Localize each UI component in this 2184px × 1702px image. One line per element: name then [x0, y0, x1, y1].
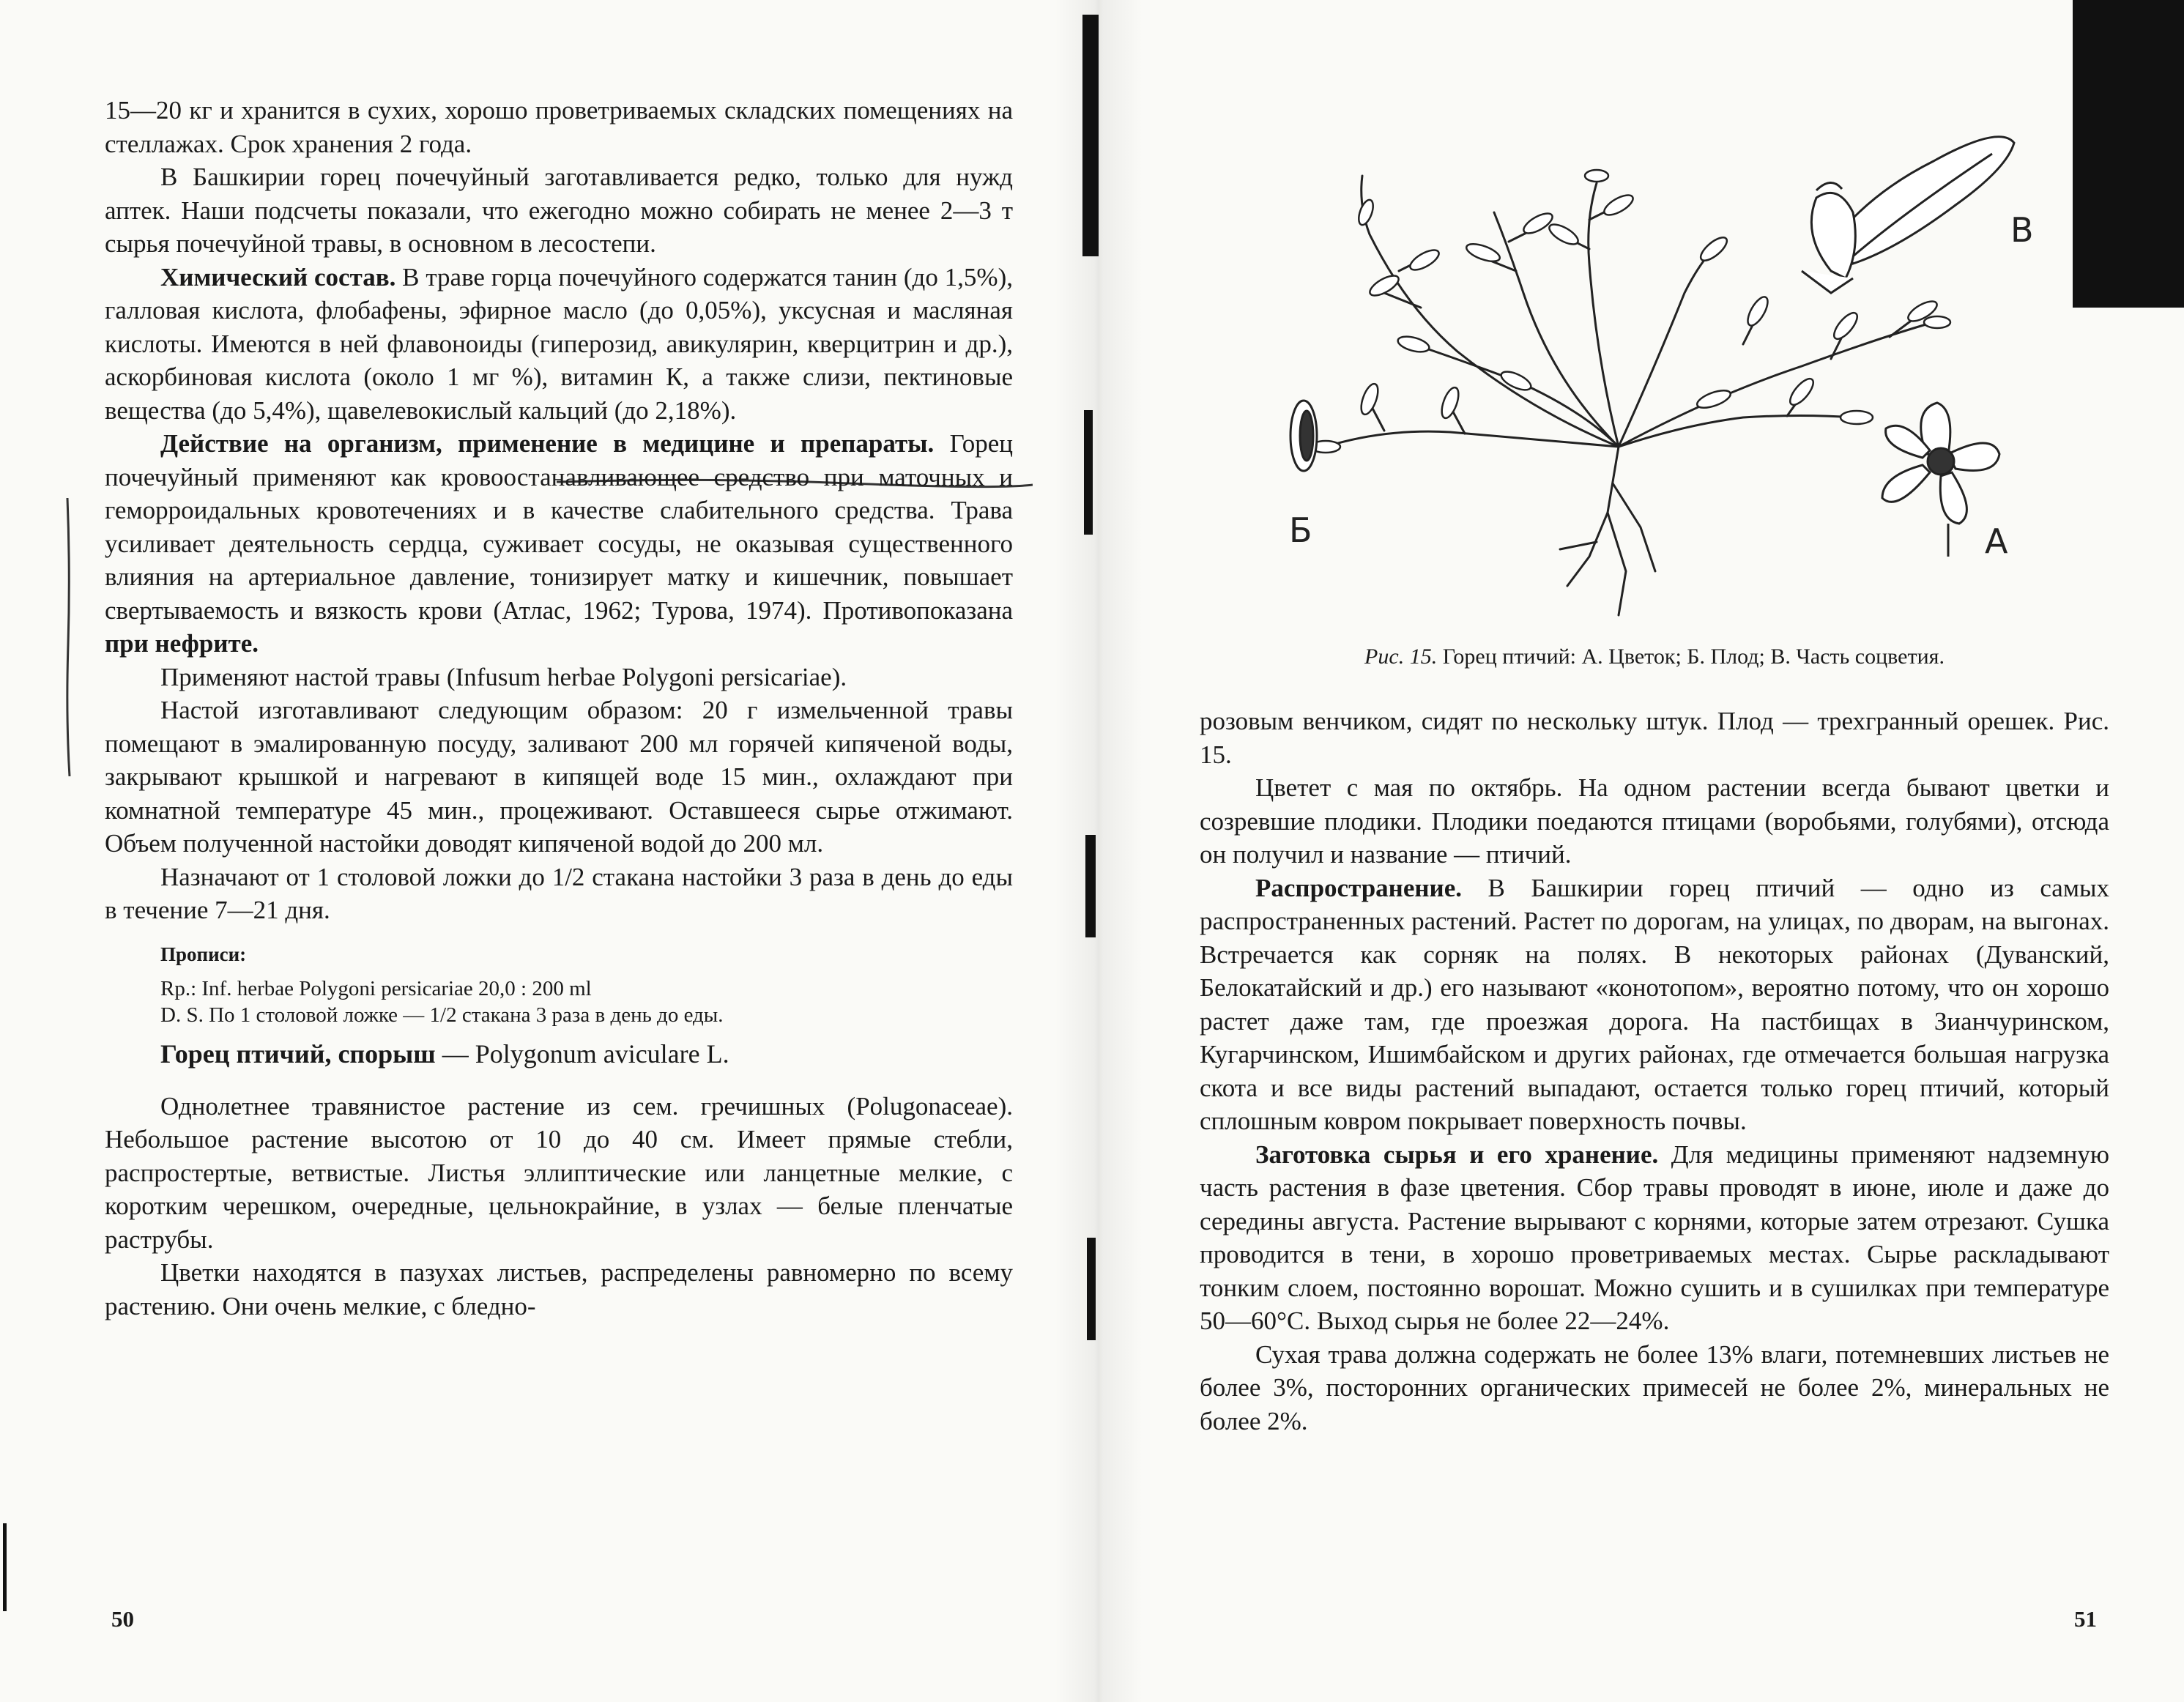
section-heading-action: Действие на организм, применение в медицине и препараты. [160, 429, 935, 458]
pencil-margin-mark [62, 498, 76, 776]
species-latin: — Polygonum aviculare L. [435, 1038, 729, 1069]
flower-drawing [1882, 403, 1999, 557]
action-text: Горец почечуйный применяют как кровоостанавливающее средство при маточных и геморроидальных кровотечениях и в качестве слабительного средства. Трава усиливает деятельность сердца, суживает сосуды, не оказывая существенного влияния на артериальное давление, тонизирует матку и кишечник, повышает свертываемость и вязкость крови (Атлас, 1962; Турова, 1974). Противопоказана [105, 429, 1013, 625]
scan-edge-mark [1087, 1238, 1096, 1340]
figure-number: Рис. 15. [1364, 644, 1438, 669]
paragraph-harvest [1200, 1138, 2109, 1338]
figure-caption [1200, 643, 2109, 671]
section-heading-harvest: Заготовка сырья и его хранение. [1255, 1140, 1659, 1169]
chemistry-text: В траве горца почечуйного содержатся танин (до 1,5%), галловая кислота, флобафены, эфирное масло (до 0,05%), уксусная и масляная кислоты. Имеются в ней флавоноиды (гиперозид, авикулярин, кверцитрин и др.), аскорбиновая кислота (около 1 мг %), витамин К, а также слизи, пектиновые вещества (до 5,4%), щавелевокислый кальций (до 2,18%). [105, 262, 1013, 425]
paragraph-action [105, 427, 1013, 661]
paragraph: В Башкирии горец почечуйный заготавливается редко, только для нужд аптек. Наши подсчеты показали, что ежегодно можно собирать не менее 2—3 т сырья почечуйной травы, в основном в лесостепи. [105, 163, 1013, 258]
prescription-line: D. S. По 1 столовой ложке — 1/2 стакана 3 раза в день до еды. [160, 1003, 724, 1027]
scan-edge-mark [1085, 835, 1096, 937]
action-bold-tail: при нефрите. [105, 629, 259, 658]
plant-illustration [1274, 103, 2058, 630]
species-heading [160, 1037, 1013, 1071]
figure-caption-text: Горец птичий: А. Цветок; Б. Плод; В. Часть соцветия. [1437, 644, 1945, 669]
inflorescence-drawing [1802, 137, 2014, 293]
paragraph: 15—20 кг и хранится в сухих, хорошо проветриваемых складских помещениях на стеллажах. Срок хранения 2 года. [105, 96, 1013, 158]
section-heading-chemistry: Химический состав. [160, 262, 396, 291]
prescriptions-heading: Прописи: [160, 943, 247, 965]
prescription-line: Rp.: Inf. herbae Polygoni persicariae 20,0 : 200 ml [160, 976, 592, 1000]
page-number: 51 [2074, 1606, 2097, 1632]
fruit-drawing [1290, 401, 1317, 471]
scan-edge-mark [1084, 410, 1093, 535]
page-number: 50 [111, 1606, 134, 1632]
paragraph: Настой изготавливают следующим образом: 20 г измельченной травы помещают в эмалированную посуду, заливают 200 мл горячей кипяченой воды, закрывают крышкой и нагревают в кипящей воде 15 мин., охлаждают при комнатной температуре 45 мин., процеживают. Оставшееся сырье отжимают. Объем полученной настойки доводят кипяченой водой до 200 мл. [105, 696, 1013, 858]
left-text-column [105, 94, 1013, 1323]
paragraph: Применяют настой травы (Infusum herbae Polygoni persicariae). [160, 662, 847, 691]
paragraph: Сухая трава должна содержать не более 13% влаги, потемневших листьев не более 3%, посторонних органических примесей не более 2%, минеральных не более 2%. [1200, 1339, 2109, 1435]
paragraph: Назначают от 1 столовой ложки до 1/2 стакана настойки 3 раза в день до еды в течение 7—21 дня. [105, 862, 1013, 924]
left-page [0, 0, 1084, 1702]
paragraph: розовым венчиком, сидят по нескольку штук. Плод — трехгранный орешек. Рис. 15. [1200, 707, 2109, 769]
figure-label-a: А [1985, 521, 2008, 561]
right-text-column [1200, 705, 2109, 1438]
scan-edge-mark [1082, 15, 1099, 256]
section-heading-distribution: Распространение. [1255, 873, 1462, 902]
paragraph-chemistry [105, 261, 1013, 428]
harvest-text: Для медицины применяют надземную часть растения в фазе цветения. Сбор травы проводят в июне, июле и даже до середины августа. Растение вырывают с корнями, которые затем отрезают. Сушка проводится в тени, в хорошо проветриваемых местах. Сырье раскладывают тонким слоем, постоянно ворошат. Можно сушить и в сушилках при температуре 50—60°С. Выход сырья не более 22—24%. [1200, 1140, 2110, 1335]
distribution-text: В Башкирии горец птичий — одно из самых распространенных растений. Растет по дорогам, на улицах, по дворам, на выгонах. Встречается как сорняк на полях. В некоторых районах (Дуванский, Белокатайский и др.) его называют «конотопом», вероятно потому, что он хорошо растет даже там, где проезжая дорога. На пастбищах в Зианчуринском, Кугарчинском, Ишимбайском и других районах, где отмечается большая нагрузка скота и все виды растений выпадают, остается только горец птичий, который сплошным ковром покрывает поверхность почвы. [1200, 873, 2109, 1135]
figure-label-b: Б [1289, 510, 1312, 550]
right-page [1143, 0, 2184, 1702]
figure-label-v: В [2010, 210, 2034, 250]
paragraph: Цветет с мая по октябрь. На одном растении всегда бывают цветки и созревшие плодики. Плодики поедаются птицами (воробьями, голубями), отсюда он получил и название — птичий. [1200, 773, 2109, 869]
paragraph: Цветки находятся в пазухах листьев, распределены равномерно по всему растению. Они очень мелкие, с бледно- [105, 1258, 1013, 1320]
paragraph-distribution [1200, 872, 2109, 1138]
leaves [1311, 170, 1950, 453]
paragraph: Однолетнее травянистое растение из сем. гречишных (Polugonaceae). Небольшое растение высотою от 10 до 40 см. Имеет прямые стебли, распростертые, ветвистые. Листья эллиптические или ланцетные мелкие, с коротким черешком, очередные, цельнокрайние, в узлах — белые пленчатые раструбы. [105, 1091, 1013, 1254]
species-name: Горец птичий, спорыш [160, 1038, 436, 1069]
